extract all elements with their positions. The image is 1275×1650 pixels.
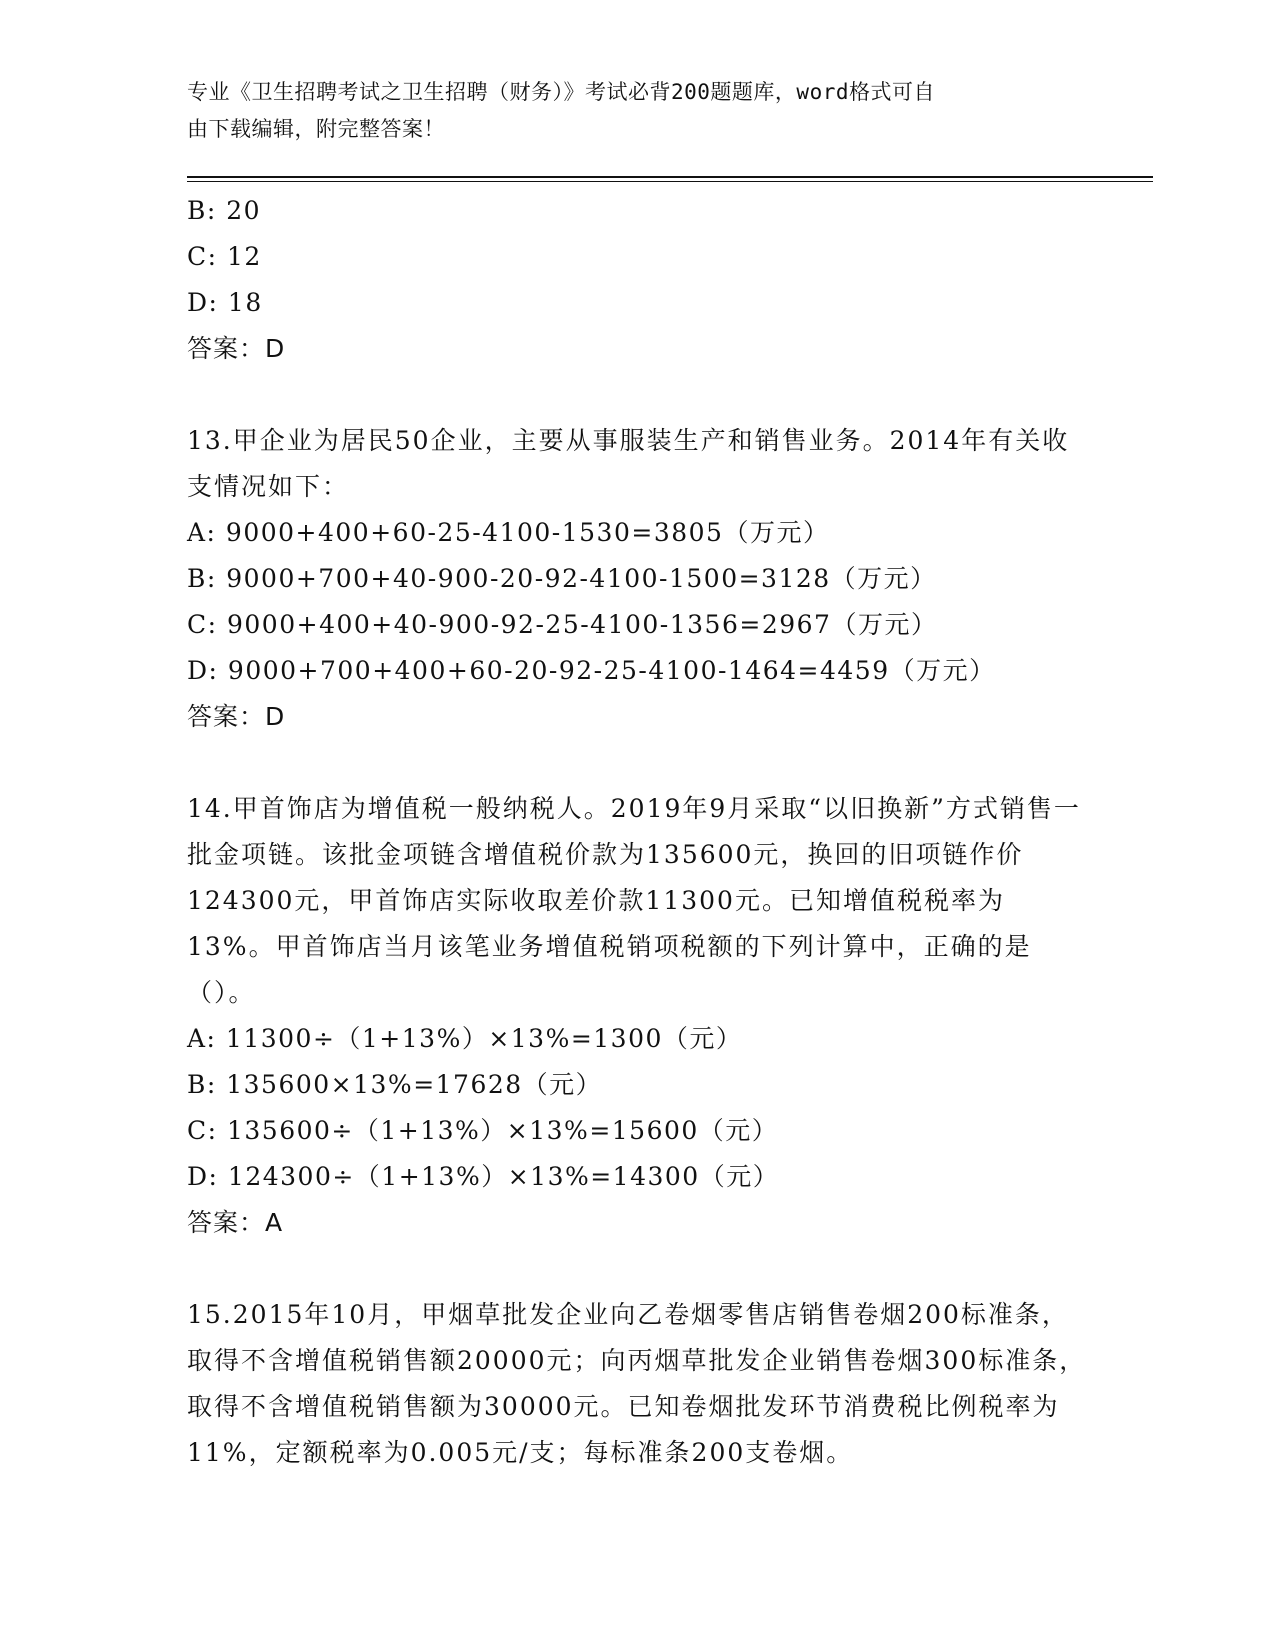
question-15 [187,1292,1087,1476]
option-b: B: 135600×13%=17628（元） [187,1070,603,1099]
answer-line: 答案：D [187,334,286,363]
question-text: 14.甲首饰店为增值税一般纳税人。2019年9月采取“以旧换新”方式销售一批金项链。该批金项链含增值税价款为135600元，换回的旧项链作价124300元，甲首饰店实际收取差价款11300元。已知增值税税率为13%。甲首饰店当月该笔业务增值税销项税额的下列计算中，正确的是（）。 [187,794,1081,1007]
spacer [187,740,1087,786]
answer-line: 答案：D [187,702,286,731]
spacer [187,1246,1087,1292]
option-b: B: 20 [187,196,262,225]
option-b: B: 9000+700+40-900-20-92-4100-1500=3128（万元） [187,564,937,593]
header-line-2: 由下载编辑，附完整答案！ [187,117,445,141]
option-d: D: 124300÷（1+13%）×13%=14300（元） [187,1162,780,1191]
option-d: D: 18 [187,288,263,317]
question-text: 13.甲企业为居民50企业，主要从事服装生产和销售业务。2014年有关收支情况如下： [187,426,1070,501]
header-divider-thick [187,176,1153,178]
document-header [187,74,1067,148]
question-13 [187,418,1087,740]
option-a: A: 9000+400+60-25-4100-1530=3805（万元） [187,518,830,547]
header-divider-thin [187,181,1153,182]
option-d: D: 9000+700+400+60-20-92-25-4100-1464=4459（万元） [187,656,996,685]
question-14 [187,786,1087,1246]
option-a: A: 11300÷（1+13%）×13%=1300（元） [187,1024,743,1053]
spacer [187,372,1087,418]
option-c: C: 12 [187,242,262,271]
answer-line: 答案：A [187,1208,284,1237]
option-c: C: 135600÷（1+13%）×13%=15600（元） [187,1116,779,1145]
question-12-tail [187,188,1087,372]
option-c: C: 9000+400+40-900-92-25-4100-1356=2967（万元） [187,610,938,639]
document-body [187,188,1087,1476]
question-text: 15.2015年10月，甲烟草批发企业向乙卷烟零售店销售卷烟200标准条，取得不含增值税销售额20000元；向丙烟草批发企业销售卷烟300标准条，取得不含增值税销售额为30000元。已知卷烟批发环节消费税比例税率为11%，定额税率为0.005元/支；每标准条200支卷烟。 [187,1300,1087,1467]
header-line-1: 专业《卫生招聘考试之卫生招聘（财务）》考试必背200题题库，word格式可自 [187,80,935,104]
